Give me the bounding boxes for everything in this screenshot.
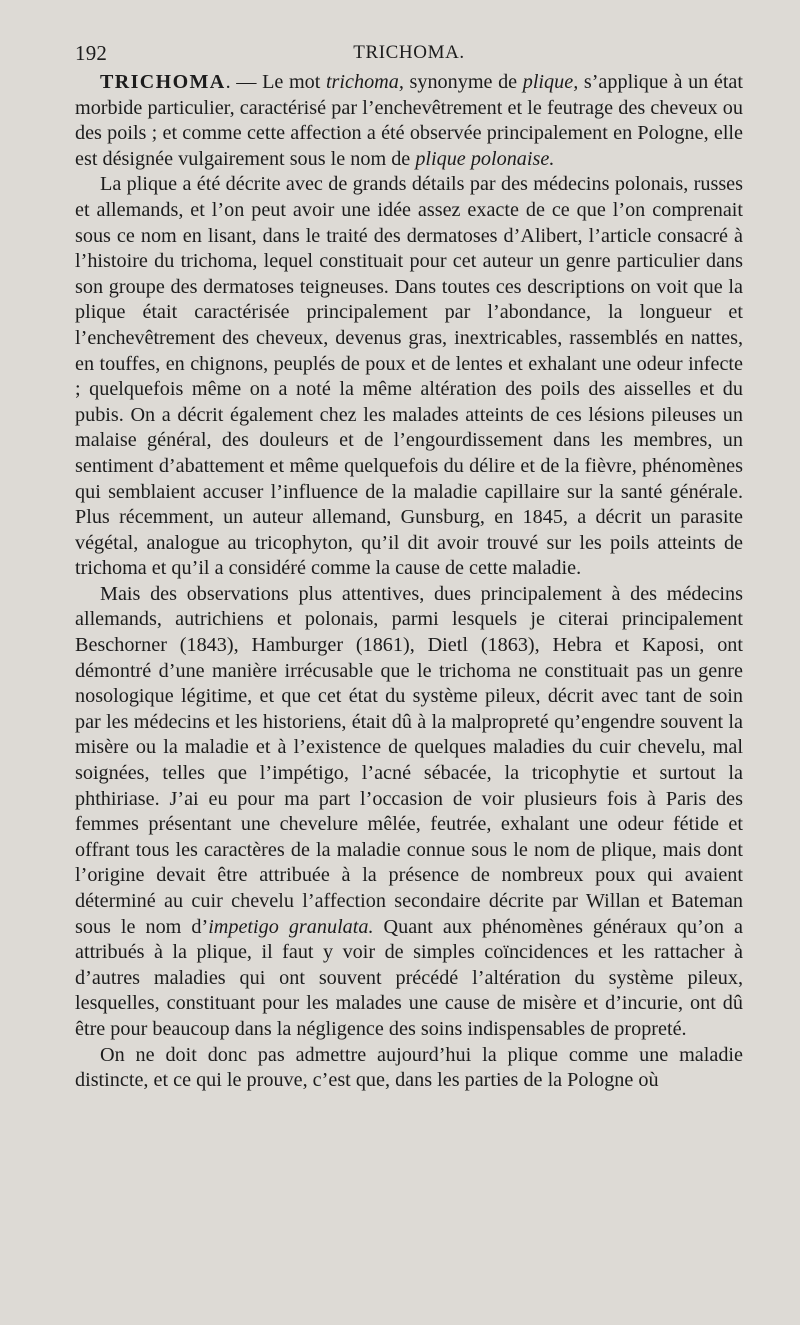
paragraph [75, 172, 743, 582]
paragraph [75, 70, 743, 172]
body-text [75, 70, 743, 1094]
italic-text: plique polonaise. [415, 147, 555, 170]
paragraph-text: . — Le mot [225, 71, 326, 93]
italic-text: impetigo granulata. [208, 915, 374, 938]
paragraph-text: On ne doit donc pas admettre aujourd’hui la plique comme une maladie distincte, et ce qui le prouve, c’est que, dans les parties de la Pologne où [75, 1043, 743, 1092]
italic-text: plique, [522, 71, 579, 93]
paragraph [75, 582, 743, 1043]
paragraph-text: synonyme de [403, 71, 523, 93]
paragraph [75, 1043, 743, 1094]
paragraph-text: s’applique à un état morbide particulier, caractérisé par l’enchevêtrement et le feutrage des cheveux ou des poils ; et comme cette affection a été observée principalement en Pologne, elle est désignée vulgairement sous le nom de [75, 71, 743, 170]
page-number: 192 [75, 41, 108, 65]
running-head [75, 38, 743, 68]
running-title: TRICHOMA. [353, 42, 465, 63]
paragraph-text: La plique a été décrite avec de grands détails par des médecins polonais, russes et allemands, et l’on peut avoir une idée assez exacte de ce que l’on comprenait sous ce nom en lisant, dans le traité des dermatoses d’Alibert, l’article consacré à l’histoire du trichoma, lequel constituait pour cet auteur un genre particulier dans son groupe des dermatoses teigneuses. Dans toutes ces descriptions on voit que la plique était caractérisée principalement par l’abondance, la longueur et l’enchevêtrement des cheveux, devenus gras, inextricables, rassemblés en nattes, en touffes, en chignons, peuplés de poux et de lentes et exhalant une odeur infecte ; quelquefois même on a noté la même altération des poils des aisselles et du pubis. On a décrit également chez les malades atteints de ces lésions pileuses un malaise général, des douleurs et de l’engourdissement dans les membres, un sentiment d’abattement et même quelquefois du délire et de la fièvre, phénomènes qui semblaient accuser l’influence de la maladie capillaire sur la santé générale. Plus récemment, un auteur allemand, Gunsburg, en 1845, a décrit un parasite végétal, analogue au tricophyton, qu’il dit avoir trouvé sur les poils atteints de trichoma et qu’il a considéré comme la cause de cette maladie. [75, 173, 743, 580]
paragraph-text: Quant aux phénomènes généraux qu’on a attribués à la plique, il faut y voir de simples coïncidences et les rattacher à d’autres maladies qui ont souvent précédé l’altération du système pileux, lesquelles, constituant pour les malades une cause de misère et d’incurie, ont dû être pour beaucoup dans la négligence des soins indispensables de propreté. [75, 915, 743, 1040]
paragraph-text: Mais des observations plus attentives, dues principalement à des médecins allemands, autrichiens et polonais, parmi lesquels je citerai principalement Beschorner (1843), Hamburger (1861), Dietl (1863), Hebra et Kaposi, ont démontré d’une manière irrécusable que le trichoma ne constituait pas un genre nosologique légitime, et que cet état du système pileux, décrit avec tant de soin par les médecins et les historiens, était dû à la malpropreté qu’engendre souvent la misère ou la maladie et à l’existence de quelques maladies du cuir chevelu, mal soignées, telles que l’impétigo, l’acné sébacée, la tricophytie et surtout la phthiriase. J’ai eu pour ma part l’occasion de voir plusieurs fois à Paris des femmes présentant une chevelure mêlée, feutrée, exhalant une odeur fétide et offrant tous les caractères de la maladie connue sous le nom de plique, mais dont l’origine devait être attribuée à la présence de nombreux poux qui avaient déterminé au cuir chevelu l’affection secondaire décrite par Willan et Bateman sous le nom d’ [75, 582, 743, 938]
italic-text: trichoma, [325, 71, 404, 93]
entry-headword: TRICHOMA [100, 71, 226, 93]
